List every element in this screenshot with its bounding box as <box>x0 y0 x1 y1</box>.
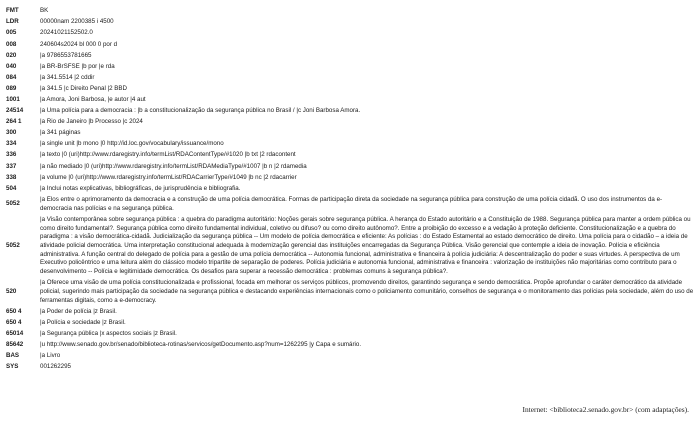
marc-field-value: |a 341.5514 |2 cddir <box>40 73 95 81</box>
marc-field-value: 240604s2024 bl 000 0 por d <box>40 40 118 48</box>
marc-field-row <box>6 28 694 39</box>
marc-field-tag: 5052 <box>6 242 20 250</box>
marc-field-value: |a Elos entre o aprimoramento da democracia e a construção de uma polícia democrática. Formas de participação direta da sociedade na segurança pública para construção de uma polícia cidadã. O uso dos instrumentos da e-democracia nas polícias e na segurança pública. <box>40 196 663 212</box>
marc-field-row <box>6 362 694 373</box>
marc-field-tag: 24514 <box>6 107 24 115</box>
marc-field-tag: 65014 <box>6 330 24 338</box>
marc-field-value: BK <box>40 7 49 15</box>
marc-field-row <box>6 95 694 106</box>
marc-field-tag: SYS <box>6 363 19 371</box>
marc-field-row <box>6 215 694 278</box>
marc-field-tag: 084 <box>6 73 17 81</box>
marc-field-tag: 520 <box>6 288 17 296</box>
marc-field-tag: 020 <box>6 51 17 59</box>
marc-field-value: |a Rio de Janeiro |b Processo |c 2024 <box>40 118 143 126</box>
marc-field-value: |a volume |0 (uri)http://www.rdaregistry.info/termList/RDACarrierType/#1049 |b nc |2 rdacarrier <box>40 173 297 181</box>
marc-field-row <box>6 84 694 95</box>
marc-field-value: 00000nam 2200385 i 4500 <box>40 18 114 26</box>
marc-field-tag: 650 4 <box>6 319 22 327</box>
marc-field-tag: 1001 <box>6 96 20 103</box>
marc-field-tag: 338 <box>6 173 17 181</box>
marc-field-value: |a Amora, Joni Barbosa, |e autor |4 aut <box>40 96 146 103</box>
marc-field-row <box>6 128 694 139</box>
marc-field-row <box>6 150 694 161</box>
marc-field-row <box>6 340 694 351</box>
marc-field-row <box>6 278 694 307</box>
marc-field-row <box>6 17 694 28</box>
marc-field-row <box>6 195 694 215</box>
marc-field-value: |a 9786553781665 <box>40 51 92 59</box>
marc-record-table <box>6 6 694 373</box>
marc-field-tag: 005 <box>6 29 17 37</box>
marc-field-value: |u http://www.senado.gov.br/senado/biblioteca-rotinas/servicos/getDocumento.asp?num=1262295 |y Capa e sumário. <box>40 341 362 349</box>
marc-field-tag: 008 <box>6 40 17 48</box>
marc-field-value: |a Poder de polícia |z Brasil. <box>40 307 117 315</box>
source-caption: Internet: <biblioteca2.senado.gov.br> (com adaptações). <box>522 405 689 414</box>
marc-field-tag: 650 4 <box>6 307 22 315</box>
marc-field-row <box>6 117 694 128</box>
marc-field-value: |a 341 páginas <box>40 129 81 137</box>
marc-field-tag: 336 <box>6 151 17 159</box>
marc-field-value: |a texto |0 (uri)http://www.rdaregistry.info/termList/RDAContentType/#1020 |b txt |2 rdacontent <box>40 151 296 159</box>
marc-field-tag: 85642 <box>6 341 24 349</box>
marc-field-value: |a BR-BrSFSE |b por |e rda <box>40 62 115 70</box>
marc-field-row <box>6 139 694 150</box>
marc-field-tag: 337 <box>6 162 17 170</box>
marc-field-row <box>6 329 694 340</box>
marc-field-row <box>6 307 694 318</box>
marc-field-value: |a Segurança pública |x aspectos sociais |z Brasil. <box>40 330 177 338</box>
marc-rows <box>6 6 694 373</box>
marc-field-row <box>6 318 694 329</box>
marc-field-row <box>6 6 694 17</box>
marc-field-value: |a Visão contemporânea sobre segurança pública : a quebra do paradigma autoritário: Noções gerais sobre segurança pública. A herança do Estado autoritário e a Constituição de 1988. Segurança pública para manter a ordem pública ou como direito fundamental?. Segurança pública como direito fundamental individual, coletivo ou difuso? ou como direito autônomo?. Entre a proibição do excesso e a vedação à proteção deficiente. Constitucionalização e a quebra do paradigma : a visão democrática-cidadã. Judicialização da segurança pública -- Um modelo de polícia democrática e eficiente: As polícias : do Estado Estamental ao estado democrático de direito. Uma polícia para o cidadão – a ideia de atividade policial democrática. Uma interpretação constitucional adequada à modernização gerencial das instituições encarregadas da Segurança Pública. Visão gerencial que contemple a ideia de inovação. Polícia e eficiência administrativa. A função central do delegado de polícia para a gestão de uma polícia democrática -- Autonomia funcional, administrativa e financeira à polícia judiciária: A descentralização do poder e suas virtudes. A perspectiva de um Executivo policêntrico e uma leitura além do clássico modelo tripartite de separação de poderes. Polícia judiciária e autonomia funcional, administrativa e financeira : valorização de instituições não majoritárias como contributo para o desenvolvimento -- Polícia e legitimidade democrática. Os desafios para superar a recessão democrática : problemas comuns à segurança pública?. <box>40 216 691 275</box>
marc-field-row <box>6 61 694 72</box>
marc-field-tag: 504 <box>6 184 17 192</box>
marc-field-row <box>6 106 694 117</box>
marc-field-value: 20241021152502.0 <box>40 29 93 37</box>
marc-field-value: |a não mediado |0 (uri)http://www.rdaregistry.info/termList/RDAMediaType/#1007 |b n |2 rdamedia <box>40 162 307 170</box>
marc-field-value: |a 341.5 |c Direito Penal |2 BBD <box>40 84 128 92</box>
marc-field-value: |a Uma polícia para a democracia : |b a constitucionalização da segurança pública no Brasil / |c Joni Barbosa Amora. <box>40 107 361 115</box>
marc-field-tag: FMT <box>6 7 19 15</box>
marc-field-value: |a Livro <box>40 352 61 360</box>
marc-field-tag: 264 1 <box>6 118 22 126</box>
marc-field-value: |a Polícia e sociedade |z Brasil. <box>40 319 126 327</box>
marc-field-tag: 334 <box>6 140 17 148</box>
marc-field-row <box>6 39 694 50</box>
marc-field-tag: 089 <box>6 84 17 92</box>
marc-field-tag: BAS <box>6 352 20 360</box>
marc-field-value: |a single unit |b mono |0 http://id.loc.gov/vocabulary/issuance/mono <box>40 140 224 148</box>
marc-field-row <box>6 172 694 183</box>
marc-field-tag: LDR <box>6 18 19 26</box>
marc-field-value: 001262295 <box>40 363 71 371</box>
marc-field-row <box>6 161 694 172</box>
marc-field-value: |a Oferece uma visão de uma polícia constitucionalizada e profissional, focada em melhorar os serviços públicos, promovendo direitos, garantindo segurança e sendo democrática. Propõe aprofundar o caráter democrático da atividade policial, sugerindo mais participação da sociedade na segurança pública e destacando experiências internacionais como o policiamento comunitário, conselhos de segurança e o monitoramento das polícias pela sociedade, além do uso de ferramentas digitais, como a e-democracy. <box>40 279 694 304</box>
marc-field-row <box>6 351 694 362</box>
marc-field-tag: 040 <box>6 62 17 70</box>
marc-field-row <box>6 50 694 61</box>
marc-field-row <box>6 73 694 84</box>
marc-field-value: |a Inclui notas explicativas, bibliográficas, de jurisprudência e bibliografia. <box>40 184 241 192</box>
marc-field-row <box>6 184 694 195</box>
marc-field-tag: 5052 <box>6 200 20 208</box>
marc-field-tag: 300 <box>6 129 17 137</box>
